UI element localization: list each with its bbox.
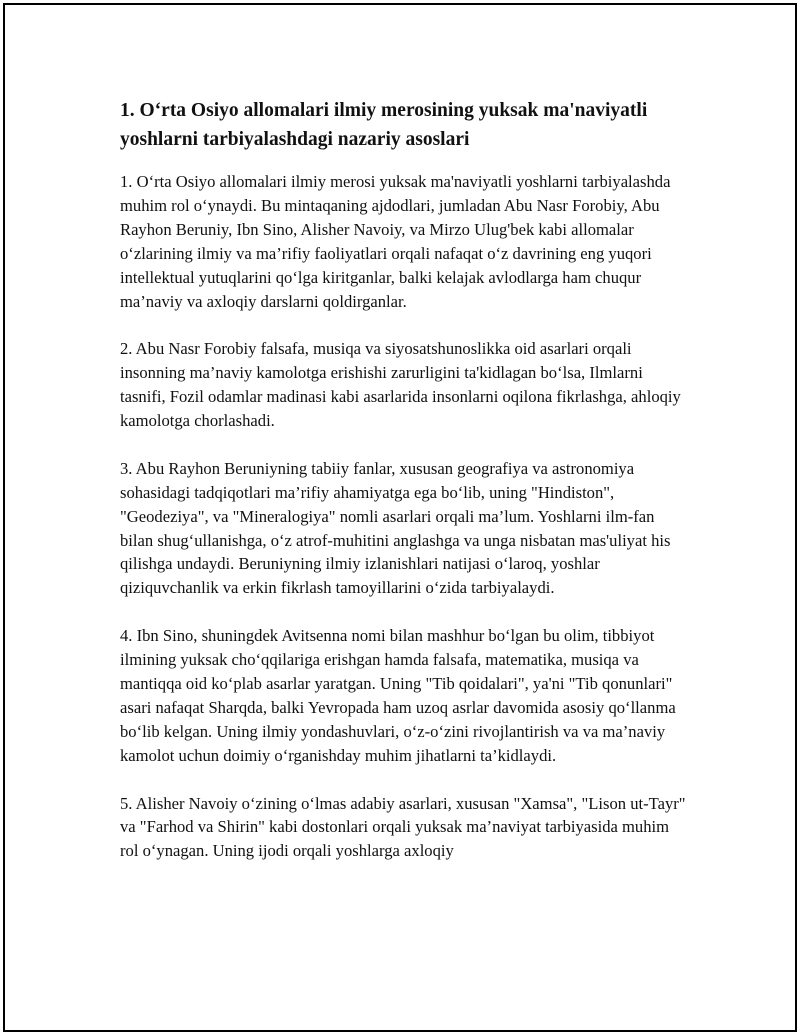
document-body bbox=[120, 96, 690, 887]
paragraph-3: 3. Abu Rayhon Beruniyning tabiiy fanlar, xususan geografiya va astronomiya sohasidagi tadqiqotlari ma’rifiy ahamiyatga ega bo‘lib, uning "Hindiston", "Geodeziya", va "Mineralogiya" nomli asarlari orqali ma’lum. Yoshlarni ilm-fan bilan shug‘ullanishga, o‘z atrof-muhitini anglashga va unga nisbatan mas'uliyat his qilishga undaydi. Beruniyning ilmiy izlanishlari natijasi o‘laroq, yoshlar qiziquvchanlik va erkin fikrlash tamoyillarini o‘zida tarbiyalaydi. bbox=[120, 458, 671, 598]
paragraph-4: 4. Ibn Sino, shuningdek Avitsenna nomi bilan mashhur bo‘lgan bu olim, tibbiyot ilmining yuksak cho‘qqilariga erishgan hamda falsafa, matematika, musiqa va mantiqqa oid ko‘plab asarlar yaratgan. Uning "Tib qoidalari", ya'ni "Tib qonunlari" asari nafaqat Sharqda, balki Yevropada ham uzoq asrlar davomida asosiy qo‘llanma bo‘lib kelgan. Uning ilmiy yondashuvlari, o‘z-o‘zini rivojlantirish va va ma’naviy kamolot uchun doimiy o‘rganishday muhim jihatlarni ta’kidlaydi. bbox=[120, 626, 676, 765]
document-page bbox=[3, 3, 797, 1032]
paragraph-5: 5. Alisher Navoiy o‘zining o‘lmas adabiy asarlari, xususan "Xamsa", "Lison ut-Tayr" va "Farhod va Shirin" kabi dostonlari orqali yuksak ma’naviyat tarbiyasida muhim rol o‘ynagan. Uning ijodi orqali yoshlarga axloqiy bbox=[120, 793, 686, 861]
paragraph-2: 2. Abu Nasr Forobiy falsafa, musiqa va siyosatshunoslikka oid asarlari orqali insonning ma’naviy kamolotga erishishi zarurligini ta'kidlagan bo‘lsa, Ilmlarni tasnifi, Fozil odamlar madinasi kabi asarlarida insonlarni oqilona fikrlashga, ahloqiy kamolotga chorlashadi. bbox=[120, 339, 681, 431]
paragraph-1: 1. O‘rta Osiyo allomalari ilmiy merosi yuksak ma'naviyatli yoshlarni tarbiyalashda muhim rol o‘ynaydi. Bu mintaqaning ajdodlari, jumladan Abu Nasr Forobiy, Abu Rayhon Beruniy, Ibn Sino, Alisher Navoiy, va Mirzo Ulug'bek kabi allomalar o‘zlarining ilmiy va ma’rifiy faoliyatlari orqali nafaqat o‘z davrining eng yuqori intellektual yutuqlarini qo‘lga kiritganlar, balki kelajak avlodlarga ham chuqur ma’naviy va axloqiy darslarni qoldirganlar. bbox=[120, 172, 671, 311]
section-heading: 1. O‘rta Osiyo allomalari ilmiy merosining yuksak ma'naviyatli yoshlarni tarbiyalashdagi nazariy asoslari bbox=[120, 100, 648, 150]
